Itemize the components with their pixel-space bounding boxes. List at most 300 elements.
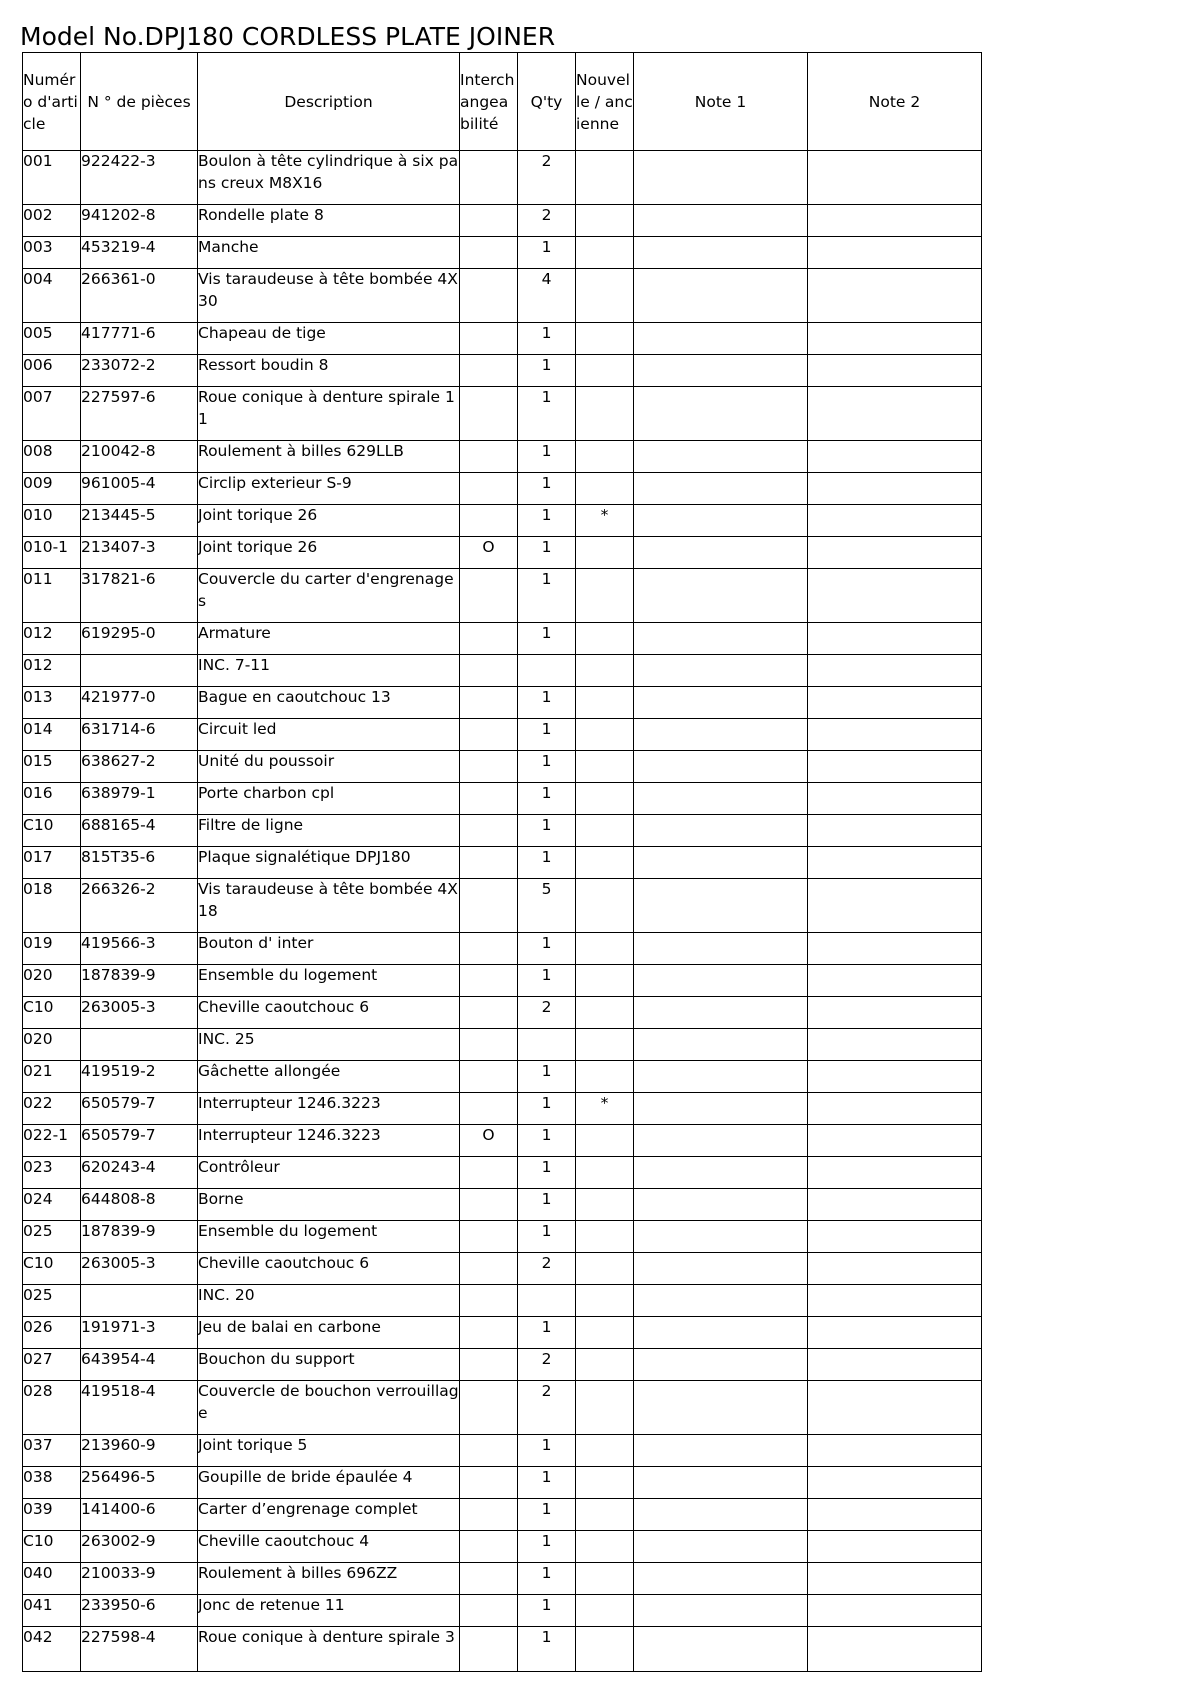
- cell-item-no: 009: [23, 473, 81, 505]
- cell-description: Joint torique 5: [198, 1435, 460, 1467]
- parts-table: [22, 52, 982, 1672]
- cell-note-2: [808, 1563, 982, 1595]
- cell-note-2: [808, 965, 982, 997]
- cell-interchangeability: [460, 879, 518, 933]
- cell-interchangeability: [460, 687, 518, 719]
- cell-new-old: [576, 1125, 634, 1157]
- cell-note-1: [634, 719, 808, 751]
- cell-description: Couvercle de bouchon verrouillage: [198, 1381, 460, 1435]
- cell-new-old: [576, 387, 634, 441]
- cell-description: Roue conique à denture spirale 3: [198, 1627, 460, 1672]
- cell-note-1: [634, 1563, 808, 1595]
- cell-note-2: [808, 205, 982, 237]
- cell-part-no: 141400-6: [81, 1499, 198, 1531]
- table-row: [23, 387, 982, 441]
- cell-item-no: 013: [23, 687, 81, 719]
- cell-item-no: 025: [23, 1285, 81, 1317]
- table-row: [23, 505, 982, 537]
- table-row: [23, 1061, 982, 1093]
- cell-description: Vis taraudeuse à tête bombée 4X30: [198, 269, 460, 323]
- cell-note-1: [634, 151, 808, 205]
- header-new-old: Nouvelle / ancienne: [576, 53, 634, 151]
- cell-description: Cheville caoutchouc 6: [198, 997, 460, 1029]
- cell-description: Circlip exterieur S-9: [198, 473, 460, 505]
- cell-part-no: 213407-3: [81, 537, 198, 569]
- cell-interchangeability: O: [460, 1125, 518, 1157]
- cell-item-no: 022-1: [23, 1125, 81, 1157]
- cell-interchangeability: [460, 237, 518, 269]
- table-row: [23, 355, 982, 387]
- cell-qty: 1: [518, 1061, 576, 1093]
- cell-interchangeability: [460, 1467, 518, 1499]
- cell-note-2: [808, 1285, 982, 1317]
- cell-description: Bouton d' inter: [198, 933, 460, 965]
- cell-new-old: *: [576, 1093, 634, 1125]
- cell-qty: 1: [518, 1157, 576, 1189]
- header-qty: Q'ty: [518, 53, 576, 151]
- cell-note-1: [634, 505, 808, 537]
- cell-note-2: [808, 1435, 982, 1467]
- cell-note-1: [634, 751, 808, 783]
- cell-description: Porte charbon cpl: [198, 783, 460, 815]
- cell-interchangeability: [460, 1627, 518, 1672]
- cell-qty: 1: [518, 1531, 576, 1563]
- cell-note-2: [808, 1595, 982, 1627]
- cell-qty: 5: [518, 879, 576, 933]
- cell-item-no: 005: [23, 323, 81, 355]
- cell-new-old: [576, 879, 634, 933]
- cell-note-1: [634, 1317, 808, 1349]
- cell-qty: 1: [518, 355, 576, 387]
- cell-item-no: 010: [23, 505, 81, 537]
- cell-interchangeability: [460, 1285, 518, 1317]
- cell-part-no: 263005-3: [81, 1253, 198, 1285]
- cell-item-no: 011: [23, 569, 81, 623]
- cell-item-no: 008: [23, 441, 81, 473]
- cell-item-no: 024: [23, 1189, 81, 1221]
- table-row: [23, 1317, 982, 1349]
- cell-new-old: [576, 355, 634, 387]
- cell-part-no: 417771-6: [81, 323, 198, 355]
- cell-new-old: [576, 1627, 634, 1672]
- table-row: [23, 569, 982, 623]
- cell-item-no: 012: [23, 655, 81, 687]
- cell-interchangeability: [460, 1253, 518, 1285]
- cell-description: Jonc de retenue 11: [198, 1595, 460, 1627]
- cell-new-old: [576, 655, 634, 687]
- cell-description: Roulement à billes 696ZZ: [198, 1563, 460, 1595]
- cell-item-no: 041: [23, 1595, 81, 1627]
- cell-note-2: [808, 537, 982, 569]
- cell-description: Vis taraudeuse à tête bombée 4X18: [198, 879, 460, 933]
- cell-part-no: 227598-4: [81, 1627, 198, 1672]
- cell-interchangeability: [460, 719, 518, 751]
- cell-interchangeability: [460, 783, 518, 815]
- cell-item-no: 015: [23, 751, 81, 783]
- cell-description: Joint torique 26: [198, 537, 460, 569]
- cell-part-no: 191971-3: [81, 1317, 198, 1349]
- table-row: [23, 879, 982, 933]
- cell-note-1: [634, 1221, 808, 1253]
- cell-description: Unité du poussoir: [198, 751, 460, 783]
- cell-interchangeability: [460, 473, 518, 505]
- cell-description: Borne: [198, 1189, 460, 1221]
- cell-note-1: [634, 205, 808, 237]
- cell-note-2: [808, 1349, 982, 1381]
- cell-qty: [518, 655, 576, 687]
- cell-interchangeability: [460, 997, 518, 1029]
- cell-qty: 1: [518, 1499, 576, 1531]
- cell-description: Couvercle du carter d'engrenages: [198, 569, 460, 623]
- cell-interchangeability: [460, 1381, 518, 1435]
- table-row: [23, 441, 982, 473]
- table-row: [23, 1381, 982, 1435]
- cell-note-2: [808, 623, 982, 655]
- cell-qty: 1: [518, 387, 576, 441]
- table-row: [23, 965, 982, 997]
- cell-qty: 2: [518, 1253, 576, 1285]
- cell-interchangeability: [460, 623, 518, 655]
- cell-qty: 1: [518, 1221, 576, 1253]
- cell-new-old: [576, 751, 634, 783]
- table-row: [23, 815, 982, 847]
- cell-new-old: [576, 1317, 634, 1349]
- cell-note-2: [808, 879, 982, 933]
- cell-interchangeability: [460, 323, 518, 355]
- cell-note-1: [634, 441, 808, 473]
- cell-part-no: 317821-6: [81, 569, 198, 623]
- table-row: [23, 1435, 982, 1467]
- cell-new-old: [576, 1157, 634, 1189]
- cell-interchangeability: [460, 151, 518, 205]
- cell-interchangeability: [460, 1317, 518, 1349]
- cell-note-2: [808, 751, 982, 783]
- cell-note-2: [808, 783, 982, 815]
- cell-part-no: 643954-4: [81, 1349, 198, 1381]
- cell-part-no: 453219-4: [81, 237, 198, 269]
- table-row: [23, 1253, 982, 1285]
- cell-item-no: 001: [23, 151, 81, 205]
- cell-note-1: [634, 1467, 808, 1499]
- cell-note-2: [808, 1253, 982, 1285]
- table-row: [23, 537, 982, 569]
- cell-note-1: [634, 1189, 808, 1221]
- cell-note-1: [634, 1253, 808, 1285]
- cell-note-1: [634, 1061, 808, 1093]
- page-title: Model No.DPJ180 CORDLESS PLATE JOINER: [20, 22, 556, 51]
- cell-new-old: [576, 237, 634, 269]
- cell-new-old: [576, 151, 634, 205]
- table-row: [23, 623, 982, 655]
- cell-note-2: [808, 687, 982, 719]
- cell-qty: 1: [518, 965, 576, 997]
- cell-qty: [518, 1029, 576, 1061]
- cell-note-2: [808, 1125, 982, 1157]
- cell-new-old: [576, 687, 634, 719]
- cell-qty: 2: [518, 997, 576, 1029]
- cell-qty: 1: [518, 623, 576, 655]
- cell-note-1: [634, 473, 808, 505]
- table-row: [23, 323, 982, 355]
- cell-description: Boulon à tête cylindrique à six pans creux M8X16: [198, 151, 460, 205]
- cell-item-no: 023: [23, 1157, 81, 1189]
- cell-note-2: [808, 269, 982, 323]
- cell-part-no: 213445-5: [81, 505, 198, 537]
- cell-interchangeability: [460, 1531, 518, 1563]
- cell-note-1: [634, 623, 808, 655]
- table-row: [23, 847, 982, 879]
- cell-interchangeability: [460, 815, 518, 847]
- cell-new-old: [576, 1029, 634, 1061]
- cell-item-no: 022: [23, 1093, 81, 1125]
- cell-item-no: C10: [23, 997, 81, 1029]
- cell-part-no: 941202-8: [81, 205, 198, 237]
- cell-item-no: 039: [23, 1499, 81, 1531]
- cell-interchangeability: [460, 965, 518, 997]
- cell-interchangeability: [460, 933, 518, 965]
- cell-interchangeability: [460, 569, 518, 623]
- cell-interchangeability: [460, 1221, 518, 1253]
- cell-interchangeability: [460, 1189, 518, 1221]
- cell-description: Ensemble du logement: [198, 1221, 460, 1253]
- cell-part-no: 638979-1: [81, 783, 198, 815]
- cell-qty: 1: [518, 1435, 576, 1467]
- table-row: [23, 997, 982, 1029]
- cell-description: Manche: [198, 237, 460, 269]
- cell-interchangeability: [460, 387, 518, 441]
- cell-qty: 1: [518, 237, 576, 269]
- cell-note-1: [634, 569, 808, 623]
- cell-qty: 1: [518, 441, 576, 473]
- header-description: Description: [198, 53, 460, 151]
- cell-qty: 2: [518, 151, 576, 205]
- cell-description: Interrupteur 1246.3223: [198, 1125, 460, 1157]
- cell-qty: 1: [518, 537, 576, 569]
- cell-part-no: 922422-3: [81, 151, 198, 205]
- cell-part-no: 233950-6: [81, 1595, 198, 1627]
- cell-part-no: 619295-0: [81, 623, 198, 655]
- table-row: [23, 1349, 982, 1381]
- cell-note-1: [634, 847, 808, 879]
- cell-note-1: [634, 537, 808, 569]
- cell-item-no: 012: [23, 623, 81, 655]
- cell-new-old: [576, 783, 634, 815]
- cell-item-no: 038: [23, 1467, 81, 1499]
- cell-qty: 1: [518, 1595, 576, 1627]
- cell-description: Goupille de bride épaulée 4: [198, 1467, 460, 1499]
- cell-note-2: [808, 847, 982, 879]
- cell-note-1: [634, 1093, 808, 1125]
- cell-part-no: 638627-2: [81, 751, 198, 783]
- cell-note-1: [634, 1435, 808, 1467]
- cell-interchangeability: [460, 655, 518, 687]
- cell-note-2: [808, 237, 982, 269]
- cell-qty: 4: [518, 269, 576, 323]
- cell-note-1: [634, 387, 808, 441]
- cell-item-no: 004: [23, 269, 81, 323]
- cell-note-1: [634, 1125, 808, 1157]
- cell-note-1: [634, 815, 808, 847]
- table-row: [23, 473, 982, 505]
- cell-item-no: C10: [23, 1253, 81, 1285]
- cell-part-no: 256496-5: [81, 1467, 198, 1499]
- cell-item-no: 014: [23, 719, 81, 751]
- cell-item-no: C10: [23, 1531, 81, 1563]
- cell-description: Filtre de ligne: [198, 815, 460, 847]
- cell-note-1: [634, 1381, 808, 1435]
- cell-note-1: [634, 237, 808, 269]
- cell-item-no: 016: [23, 783, 81, 815]
- cell-item-no: 007: [23, 387, 81, 441]
- table-row: [23, 655, 982, 687]
- cell-note-1: [634, 783, 808, 815]
- cell-note-1: [634, 997, 808, 1029]
- cell-qty: 1: [518, 1563, 576, 1595]
- table-row: [23, 1221, 982, 1253]
- cell-note-2: [808, 1189, 982, 1221]
- cell-note-2: [808, 151, 982, 205]
- cell-item-no: 010-1: [23, 537, 81, 569]
- cell-description: Jeu de balai en carbone: [198, 1317, 460, 1349]
- cell-part-no: 419566-3: [81, 933, 198, 965]
- cell-interchangeability: [460, 269, 518, 323]
- cell-note-2: [808, 719, 982, 751]
- cell-item-no: 027: [23, 1349, 81, 1381]
- cell-note-2: [808, 1531, 982, 1563]
- header-interchangeability: Interchangeabilité: [460, 53, 518, 151]
- cell-note-1: [634, 1595, 808, 1627]
- cell-part-no: [81, 1285, 198, 1317]
- cell-interchangeability: [460, 1499, 518, 1531]
- cell-qty: 1: [518, 1189, 576, 1221]
- cell-qty: 2: [518, 205, 576, 237]
- table-row: [23, 1531, 982, 1563]
- cell-description: Bague en caoutchouc 13: [198, 687, 460, 719]
- cell-description: Carter d’engrenage complet: [198, 1499, 460, 1531]
- cell-new-old: [576, 719, 634, 751]
- cell-description: Roue conique à denture spirale 11: [198, 387, 460, 441]
- cell-note-2: [808, 323, 982, 355]
- cell-note-2: [808, 569, 982, 623]
- cell-note-1: [634, 1531, 808, 1563]
- cell-description: INC. 25: [198, 1029, 460, 1061]
- cell-description: Armature: [198, 623, 460, 655]
- cell-note-1: [634, 1285, 808, 1317]
- cell-description: INC. 20: [198, 1285, 460, 1317]
- table-row: [23, 1499, 982, 1531]
- cell-description: Chapeau de tige: [198, 323, 460, 355]
- cell-item-no: 019: [23, 933, 81, 965]
- cell-qty: 2: [518, 1381, 576, 1435]
- cell-new-old: [576, 473, 634, 505]
- cell-part-no: 187839-9: [81, 1221, 198, 1253]
- header-note-1: Note 1: [634, 53, 808, 151]
- table-row: [23, 1563, 982, 1595]
- table-row: [23, 1125, 982, 1157]
- cell-new-old: [576, 1467, 634, 1499]
- cell-qty: 1: [518, 569, 576, 623]
- cell-new-old: [576, 1221, 634, 1253]
- cell-new-old: [576, 1499, 634, 1531]
- cell-part-no: 421977-0: [81, 687, 198, 719]
- cell-new-old: [576, 815, 634, 847]
- cell-note-1: [634, 933, 808, 965]
- header-part-no: N ° de pièces: [81, 53, 198, 151]
- table-row: [23, 751, 982, 783]
- cell-qty: 1: [518, 815, 576, 847]
- cell-new-old: [576, 269, 634, 323]
- cell-interchangeability: [460, 751, 518, 783]
- cell-qty: 1: [518, 323, 576, 355]
- cell-part-no: 263005-3: [81, 997, 198, 1029]
- cell-qty: 1: [518, 933, 576, 965]
- table-row: [23, 783, 982, 815]
- cell-note-1: [634, 655, 808, 687]
- cell-part-no: 187839-9: [81, 965, 198, 997]
- cell-note-2: [808, 473, 982, 505]
- cell-part-no: 961005-4: [81, 473, 198, 505]
- cell-part-no: 688165-4: [81, 815, 198, 847]
- cell-new-old: [576, 1435, 634, 1467]
- cell-qty: 1: [518, 751, 576, 783]
- cell-item-no: 040: [23, 1563, 81, 1595]
- cell-new-old: [576, 1285, 634, 1317]
- cell-qty: 1: [518, 1125, 576, 1157]
- cell-new-old: [576, 1349, 634, 1381]
- cell-note-1: [634, 1157, 808, 1189]
- cell-qty: 1: [518, 1467, 576, 1499]
- cell-new-old: [576, 1563, 634, 1595]
- cell-item-no: 002: [23, 205, 81, 237]
- cell-interchangeability: [460, 1349, 518, 1381]
- cell-qty: 1: [518, 847, 576, 879]
- table-row: [23, 1285, 982, 1317]
- cell-note-2: [808, 933, 982, 965]
- cell-note-2: [808, 997, 982, 1029]
- cell-qty: 1: [518, 1627, 576, 1672]
- table-row: [23, 205, 982, 237]
- cell-new-old: [576, 323, 634, 355]
- cell-note-1: [634, 1029, 808, 1061]
- cell-new-old: [576, 569, 634, 623]
- table-row: [23, 687, 982, 719]
- cell-note-2: [808, 1317, 982, 1349]
- cell-qty: 1: [518, 505, 576, 537]
- cell-note-2: [808, 355, 982, 387]
- cell-qty: 1: [518, 1317, 576, 1349]
- cell-item-no: 028: [23, 1381, 81, 1435]
- cell-new-old: [576, 537, 634, 569]
- cell-description: Cheville caoutchouc 4: [198, 1531, 460, 1563]
- cell-part-no: [81, 1029, 198, 1061]
- cell-interchangeability: O: [460, 537, 518, 569]
- cell-note-2: [808, 387, 982, 441]
- cell-description: Bouchon du support: [198, 1349, 460, 1381]
- cell-note-2: [808, 655, 982, 687]
- cell-description: Gâchette allongée: [198, 1061, 460, 1093]
- table-row: [23, 1467, 982, 1499]
- cell-qty: 1: [518, 687, 576, 719]
- cell-interchangeability: [460, 441, 518, 473]
- cell-item-no: 021: [23, 1061, 81, 1093]
- cell-part-no: 650579-7: [81, 1125, 198, 1157]
- header-note-2: Note 2: [808, 53, 982, 151]
- cell-item-no: 003: [23, 237, 81, 269]
- cell-part-no: 266326-2: [81, 879, 198, 933]
- cell-note-2: [808, 815, 982, 847]
- cell-note-2: [808, 1029, 982, 1061]
- cell-note-1: [634, 687, 808, 719]
